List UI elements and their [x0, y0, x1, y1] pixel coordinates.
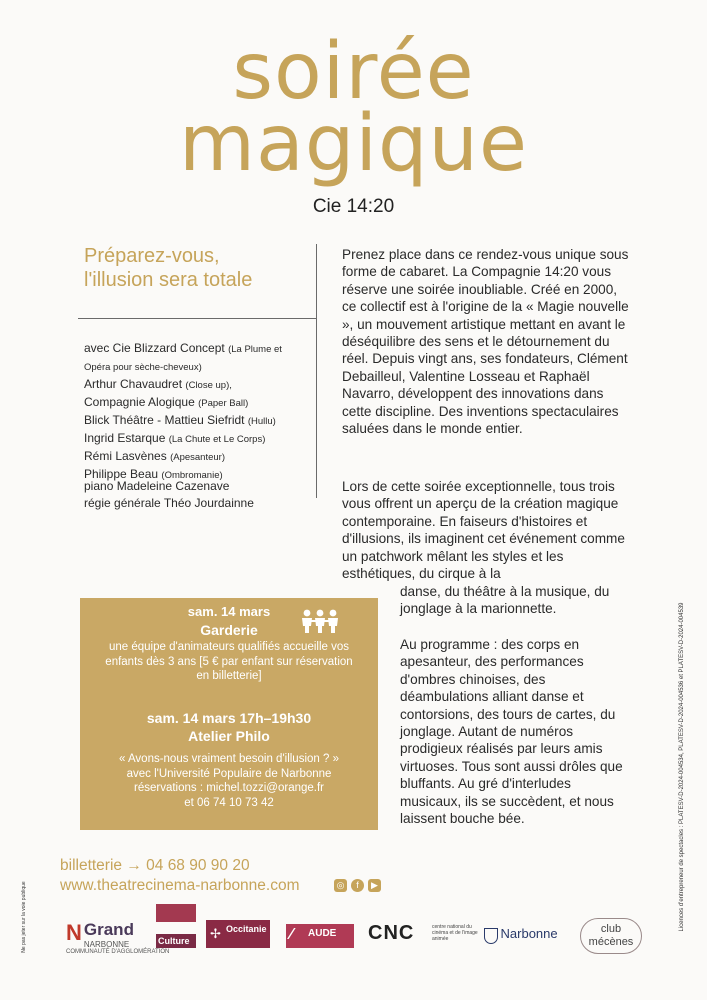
narbonne-shield-icon [484, 928, 498, 944]
promo-title-2: Atelier Philo [188, 728, 270, 744]
youtube-icon[interactable]: ▶ [368, 879, 381, 892]
tagline-line-2: l'illusion sera totale [84, 269, 253, 291]
tagline [84, 244, 314, 292]
grand-narbonne-n-icon: N [66, 920, 82, 945]
credit-line: Rémi Lasvènes (Apesanteur) [84, 449, 225, 463]
credit-line: Blick Théâtre - Mattieu Siefridt (Hullu) [84, 413, 276, 427]
logo-grand-narbonne: N Grand NARBONNE COMMUNAUTÉ D'AGGLOMÉRATION [66, 920, 170, 955]
logo-narbonne: Narbonne [484, 926, 558, 944]
logo-club-mecenes: club mécènes [580, 918, 642, 954]
social-links [334, 879, 381, 892]
credit-line: Arthur Chavaudret (Close up), [84, 377, 232, 391]
paragraph-program: Au programme : des corps en apesanteur, des performances d'ombres chinoises, des déambulations alliant danse et contorsions, des tours de cartes, du jonglage. Autant de numéros prodigieux réalisés par leurs amis virtuoses. Tous sont aussi drôles que bluffants. Au gré d'interludes musicaux, ils se succèdent, et nous laissent bouche bée. [400, 637, 623, 827]
staff-credits [84, 478, 314, 512]
paragraph-evening: Lors de cette soirée exceptionnelle, tous trois vous offrent un aperçu de la création magique contemporaine. En faiseurs d'histoires et d'illusions, ils imaginent cet événement comme un patchwork mêlant les styles et les esthétiques, du cirque à la [342, 479, 625, 582]
paragraph-intro: Prenez place dans ce rendez-vous unique sous forme de cabaret. La Compagnie 14:20 vous réserve une soirée inoubliable. Créé en 2000, ce collectif est à l'origine de la « Magie nouvelle », un mouvement artistique mettant en avant le déséquilibre des sens et le détournement du réel. Depuis vingt ans, ses fondateurs, Clément Debailleul, Valentine Losseau et Raphaël Navarro, développent des innovations dans cette discipline. Des inventions spectaculaires saluées dans le monde entier. [342, 247, 629, 437]
promo-text-1: une équipe d'animateurs qualifiés accueille vos enfants dès 3 ans [5 € par enfant sur réservation en billetterie] [105, 641, 353, 682]
aude-mark-icon: ∕ [290, 926, 293, 943]
credit-line: Opéra pour sèche-cheveux) [84, 362, 202, 373]
promo-box [80, 598, 378, 830]
promo-phone: et 06 74 10 73 42 [184, 796, 274, 809]
logo-aude: ∕ AUDE [286, 924, 354, 948]
side-note-right: Licences d'entrepreneur de spectacles : PLATESV-D-2024-004534, PLATESV-D-2024-004536 et PLATESV-D-2024-004539 [679, 602, 685, 932]
paragraph-evening-end: danse, du théâtre à la musique, du jonglage à la marionnette. [400, 584, 610, 617]
facebook-icon[interactable]: f [351, 879, 364, 892]
vertical-divider [316, 244, 317, 498]
promo-title-1: Garderie [200, 622, 258, 638]
culture-flag-icon [156, 904, 196, 922]
logo-cnc: CNC centre national du cinéma et de l'image animée [368, 922, 478, 944]
website-link[interactable]: www.theatrecinema-narbonne.com [60, 877, 300, 894]
credits-list [84, 340, 314, 484]
occitanie-cross-icon: ✢ [210, 926, 221, 941]
credit-line: Compagnie Alogique (Paper Ball) [84, 395, 249, 409]
promo-text-2: « Avons-nous vraiment besoin d'illusion ? » avec l'Université Populaire de Narbonne [119, 753, 339, 780]
company-name: Cie 14:20 [312, 196, 395, 217]
staff-regie: régie générale Théo Jourdainne [84, 496, 254, 510]
title-line-1: soirée [232, 27, 475, 117]
credit-line: Philippe Beau (Ombromanie) [84, 467, 223, 481]
staff-piano: piano Madeleine Cazenave [84, 479, 230, 493]
logo-occitanie: ✢ Occitanie [206, 920, 270, 948]
promo-reservation: réservations : michel.tozzi@orange.fr [134, 782, 324, 794]
left-divider [78, 318, 316, 319]
tagline-line-1: Préparez-vous, [84, 245, 220, 267]
instagram-icon[interactable]: ◎ [334, 879, 347, 892]
title-line-2: magique [179, 99, 528, 189]
partner-logos [60, 904, 660, 954]
logo-culture: Culture [156, 904, 196, 948]
promo-date-2: sam. 14 mars 17h–19h30 [146, 710, 312, 726]
credit-line: Ingrid Estarque (La Chute et Le Corps) [84, 431, 266, 445]
box-office-phone[interactable]: billetterie → 04 68 90 90 20 [60, 857, 250, 874]
promo-date-1: sam. 14 mars [187, 604, 271, 619]
credit-line: avec Cie Blizzard Concept (La Plume et [84, 341, 282, 355]
side-note-left: Ne pas jeter sur la voie publique [21, 881, 27, 953]
